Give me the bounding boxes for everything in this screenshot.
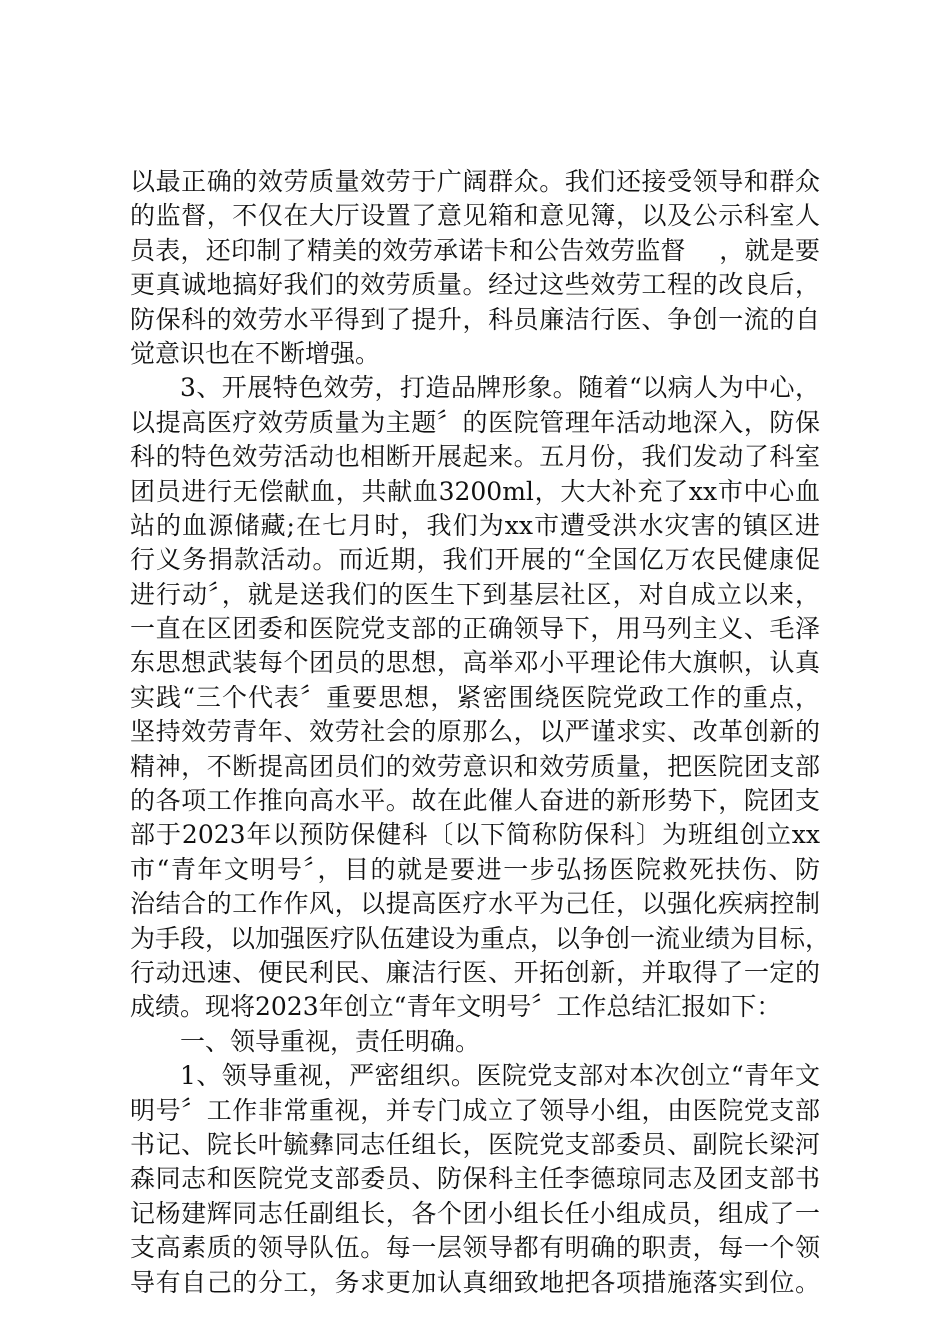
text-line: 记杨建辉同志任副组长，各个团小组长任小组成员，组成了一 (130, 1198, 820, 1228)
text-line: 市“青年文明号〞，目的就是要进一步弘扬医院救死扶伤、防 (130, 854, 820, 884)
text-line: 实践“三个代表〞重要思想，紧密围绕医院党政工作的重点， (130, 682, 820, 712)
text-line: 防保科的效劳水平得到了提升，科员廉洁行医、争创一流的自 (130, 304, 820, 334)
text-line: 东思想武装每个团员的思想，高举邓小平理论伟大旗帜，认真 (130, 648, 820, 678)
document-body (130, 165, 831, 1300)
text-line: 坚持效劳青年、效劳社会的原那么，以严谨求实、改革创新的 (130, 717, 820, 747)
text-line: 森同志和医院党支部委员、防保科主任李德琼同志及团支部书 (130, 1164, 820, 1194)
text-line: 支高素质的领导队伍。每一层领导都有明确的职责，每一个领 (130, 1233, 820, 1263)
text-line: 1、领导重视，严密组织。医院党支部对本次创立“青年文 (180, 1061, 820, 1091)
text-line: 治结合的工作作风，以提高医疗水平为己任，以强化疾病控制 (130, 889, 820, 919)
text-line: 以最正确的效劳质量效劳于广阔群众。我们还接受领导和群众 (130, 167, 820, 196)
text-line: 一、领导重视，责任明确。 (180, 1026, 481, 1056)
text-line: 成绩。现将2023年创立“青年文明号〞工作总结汇报如下： (130, 992, 782, 1022)
text-line: 的各项工作推向高水平。故在此催人奋进的新形势下，院团支 (130, 786, 820, 816)
text-line: 行义务捐款活动。而近期，我们开展的“全国亿万农民健康促 (130, 545, 820, 575)
text-line: 员表，还印制了精美的效劳承诺卡和公告效劳监督 ，就是要 (130, 235, 820, 265)
text-line: 更真诚地搞好我们的效劳质量。经过这些效劳工程的改良后， (130, 270, 820, 300)
text-line: 书记、院长叶毓彝同志任组长，医院党支部委员、副院长梁河 (130, 1129, 820, 1159)
text-line: 以提高医疗效劳质量为主题〞的医院管理年活动地深入，防保 (130, 407, 820, 437)
text-line: 为手段，以加强医疗队伍建设为重点，以争创一流业绩为目标， (130, 923, 831, 953)
text-line: 明号〞工作非常重视，并专门成立了领导小组，由医院党支部 (130, 1095, 820, 1125)
text-line: 精神，不断提高团员们的效劳意识和效劳质量，把医院团支部 (130, 751, 820, 781)
text-line: 站的血源储藏;在七月时，我们为xx市遭受洪水灾害的镇区进 (130, 510, 820, 540)
text-line: 科的特色效劳活动也相断开展起来。五月份，我们发动了科室 (130, 442, 820, 472)
text-line: 的监督，不仅在大厅设置了意见箱和意见簿，以及公示科室人 (130, 201, 820, 231)
text-line: 部于2023年以预防保健科〔以下简称防保科〕为班组创立xx (130, 820, 820, 850)
text-line: 觉意识也在不断增强。 (130, 338, 381, 368)
text-line: 3、开展特色效劳，打造品牌形象。随着“以病人为中心， (180, 373, 820, 403)
text-line: 导有自己的分工，务求更加认真细致地把各项措施落实到位。 (130, 1267, 820, 1297)
text-line: 行动迅速、便民利民、廉洁行医、开拓创新，并取得了一定的 (130, 957, 820, 987)
text-line: 进行动〞，就是送我们的医生下到基层社区，对自成立以来， (130, 579, 820, 609)
text-line: 一直在区团委和医院党支部的正确领导下，用马列主义、毛泽 (130, 614, 820, 644)
text-line: 团员进行无偿献血，共献血3200ml，大大补充了xx市中心血 (130, 476, 820, 506)
